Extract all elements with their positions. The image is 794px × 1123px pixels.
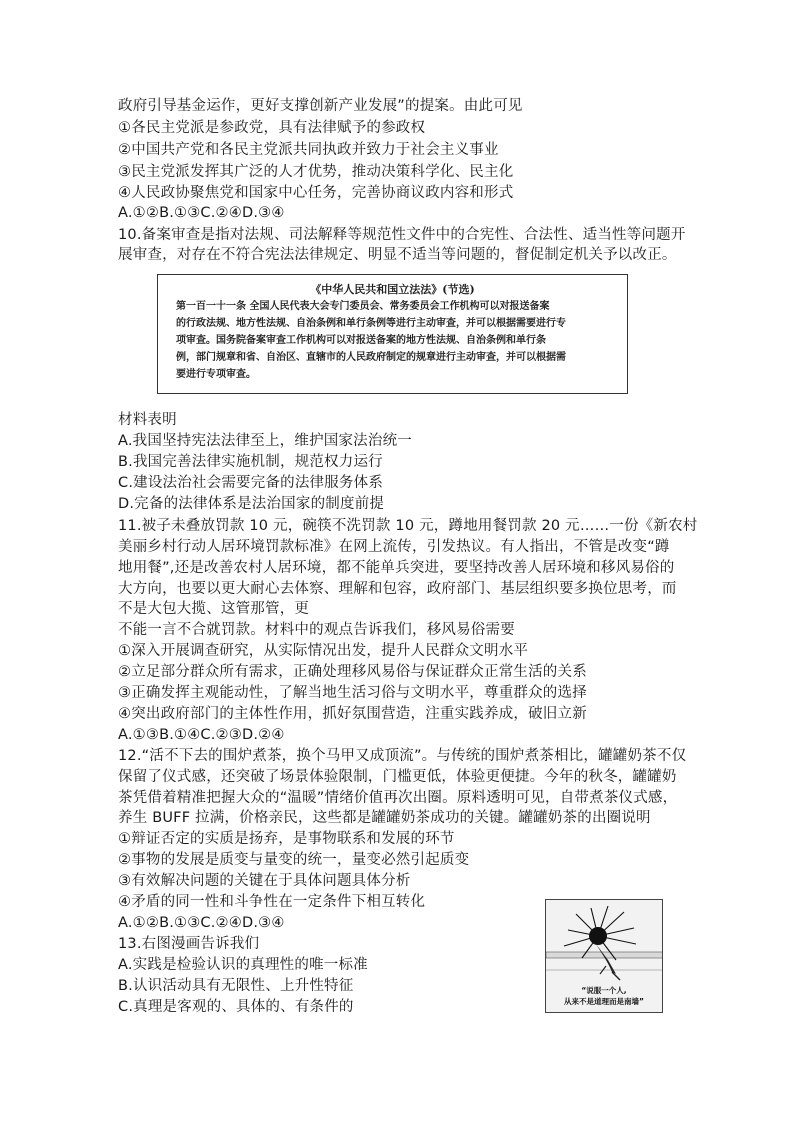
q10-option-d: D.完备的法律体系是法治国家的制度前提 [118,496,385,512]
q9-statement-2: ②中国共产党和各民主党派共同执政并致力于社会主义事业 [118,142,499,158]
question-11-stem-line: 11.被子未叠放罚款 10 元，碗筷不洗罚款 10 元，蹲地用餐罚款 20 元……一份《新农村 [118,518,698,534]
law-excerpt-title: 《中华人民共和国立法法》(节选) [310,283,475,296]
question-10-stem-line-1: 10.备案审查是指对法规、司法解释等规范性文件中的合宪性、合法性、适当性等问题开 [118,227,686,243]
q10-option-c: C.建设法治社会需要完备的法律服务体系 [118,475,384,491]
q11-statement-1: ①深入开展调查研究，从实际情况出发，提升人民群众文明水平 [118,643,529,659]
question-9-stem-end: 政府引导基金运作，更好支撑创新产业发展”的提案。由此可见 [118,98,523,114]
q12-statement-3: ③有效解决问题的关键在于具体问题具体分析 [118,873,411,889]
q10-option-b: B.我国完善法律实施机制，规范权力运行 [118,454,383,470]
question-11-stem-line: 美丽乡村行动人居环境罚款标准》在网上流传，引发热议。有人指出，不管是改变“蹲 [118,539,670,555]
q11-statement-3: ③正确发挥主观能动性，了解当地生活习俗与文明水平，尊重群众的选择 [118,685,587,701]
q11-statement-4: ④突出政府部门的主体性作用，抓好氛围营造，注重实践养成，破旧立新 [118,706,587,722]
q13-option-c: C.真理是客观的、具体的、有条件的 [118,999,354,1015]
law-excerpt-line: 项审查。国务院备案审查工作机构可以对报送备案的地方性法规、自治条例和单行条 [176,335,546,346]
law-excerpt-line: 例，部门规章和省、自治区、直辖市的人民政府制定的规章进行主动审查，并可以根据需 [176,352,566,363]
question-12-stem-line: 茶凭借着精准把握大众的“温暖”情绪价值再次出圈。原料透明可见，自带煮茶仪式感， [118,790,678,806]
question-11-stem-line: 地用餐”,还是改善农村人居环境，都不能单兵突进，要坚持改善人居环境和移风易俗的 [118,560,675,576]
law-excerpt-line: 的行政法规、地方性法规、自治条例和单行条例等进行主动审查，并可以根据需要进行专 [176,318,566,329]
q10-lead: 材料表明 [118,412,177,428]
law-excerpt-box [157,274,628,394]
law-excerpt-line: 要进行专项审查。 [176,369,256,380]
q12-statement-4: ④矛盾的同一性和斗争性在一定条件下相互转化 [118,894,426,910]
question-11-stem-line: 不是大包大揽、这管那管，更 [118,601,310,617]
q11-options: A.①③B.①④C.②③D.②④ [118,727,285,743]
q9-statement-4: ④人民政协聚焦党和国家中心任务，完善协商议政内容和形式 [118,185,514,201]
question-12-stem-line: 养生 BUFF 拉满，价格亲民，这些都是罐罐奶茶成功的关键。罐罐奶茶的出圈说明 [118,810,651,826]
q12-statement-1: ①辩证否定的实质是扬弃，是事物联系和发展的环节 [118,831,455,847]
q13-option-a: A.实践是检验认识的真理性的唯一标准 [118,957,368,973]
cartoon-caption-line-2: 从来不是道理而是南墙” [564,997,644,1006]
cartoon-image [545,899,663,1013]
law-excerpt-line: 第一百一十一条 全国人民代表大会专门委员会、常务委员会工作机构可以对报送备案 [176,301,550,312]
q13-option-b: B.认识活动具有无限性、上升性特征 [118,978,354,994]
cartoon-caption-line-1: “说服一个人, [581,986,627,995]
question-10-stem-line-2: 展审查，对存在不符合宪法法律规定、明显不适当等问题的，督促制定机关予以改正。 [118,247,677,263]
question-11-stem-line: 不能一言不合就罚款。材料中的观点告诉我们，移风易俗需要 [118,622,515,638]
q11-statement-2: ②立足部分群众所有需求，正确处理移风易俗与保证群众正常生活的关系 [118,664,587,680]
question-13-stem: 13.右图漫画告诉我们 [118,936,260,952]
q9-options: A.①②B.①③C.②④D.③④ [118,205,285,221]
q9-statement-1: ①各民主党派是参政党，具有法律赋予的参政权 [118,120,426,136]
q10-option-a: A.我国坚持宪法法律至上，维护国家法治统一 [118,433,412,449]
question-12-stem-line: 12.“活不下去的围炉煮茶，换个马甲又成顶流”。与传统的围炉煮茶相比，罐罐奶茶不仅 [118,748,687,764]
q12-statement-2: ②事物的发展是质变与量变的统一，量变必然引起质变 [118,852,470,868]
question-11-stem-line: 大方向，也要以更大耐心去体察、理解和包容，政府部门、基层组织要多换位思考，而 [118,581,677,597]
question-12-stem-line: 保留了仪式感，还突破了场景体验限制，门槛更低，体验更便捷。今年的秋冬，罐罐奶 [118,769,677,785]
q12-options: A.①②B.①③C.②④D.③④ [118,915,285,931]
q9-statement-3: ③民主党派发挥其广泛的人才优势，推动决策科学化、民主化 [118,164,514,180]
